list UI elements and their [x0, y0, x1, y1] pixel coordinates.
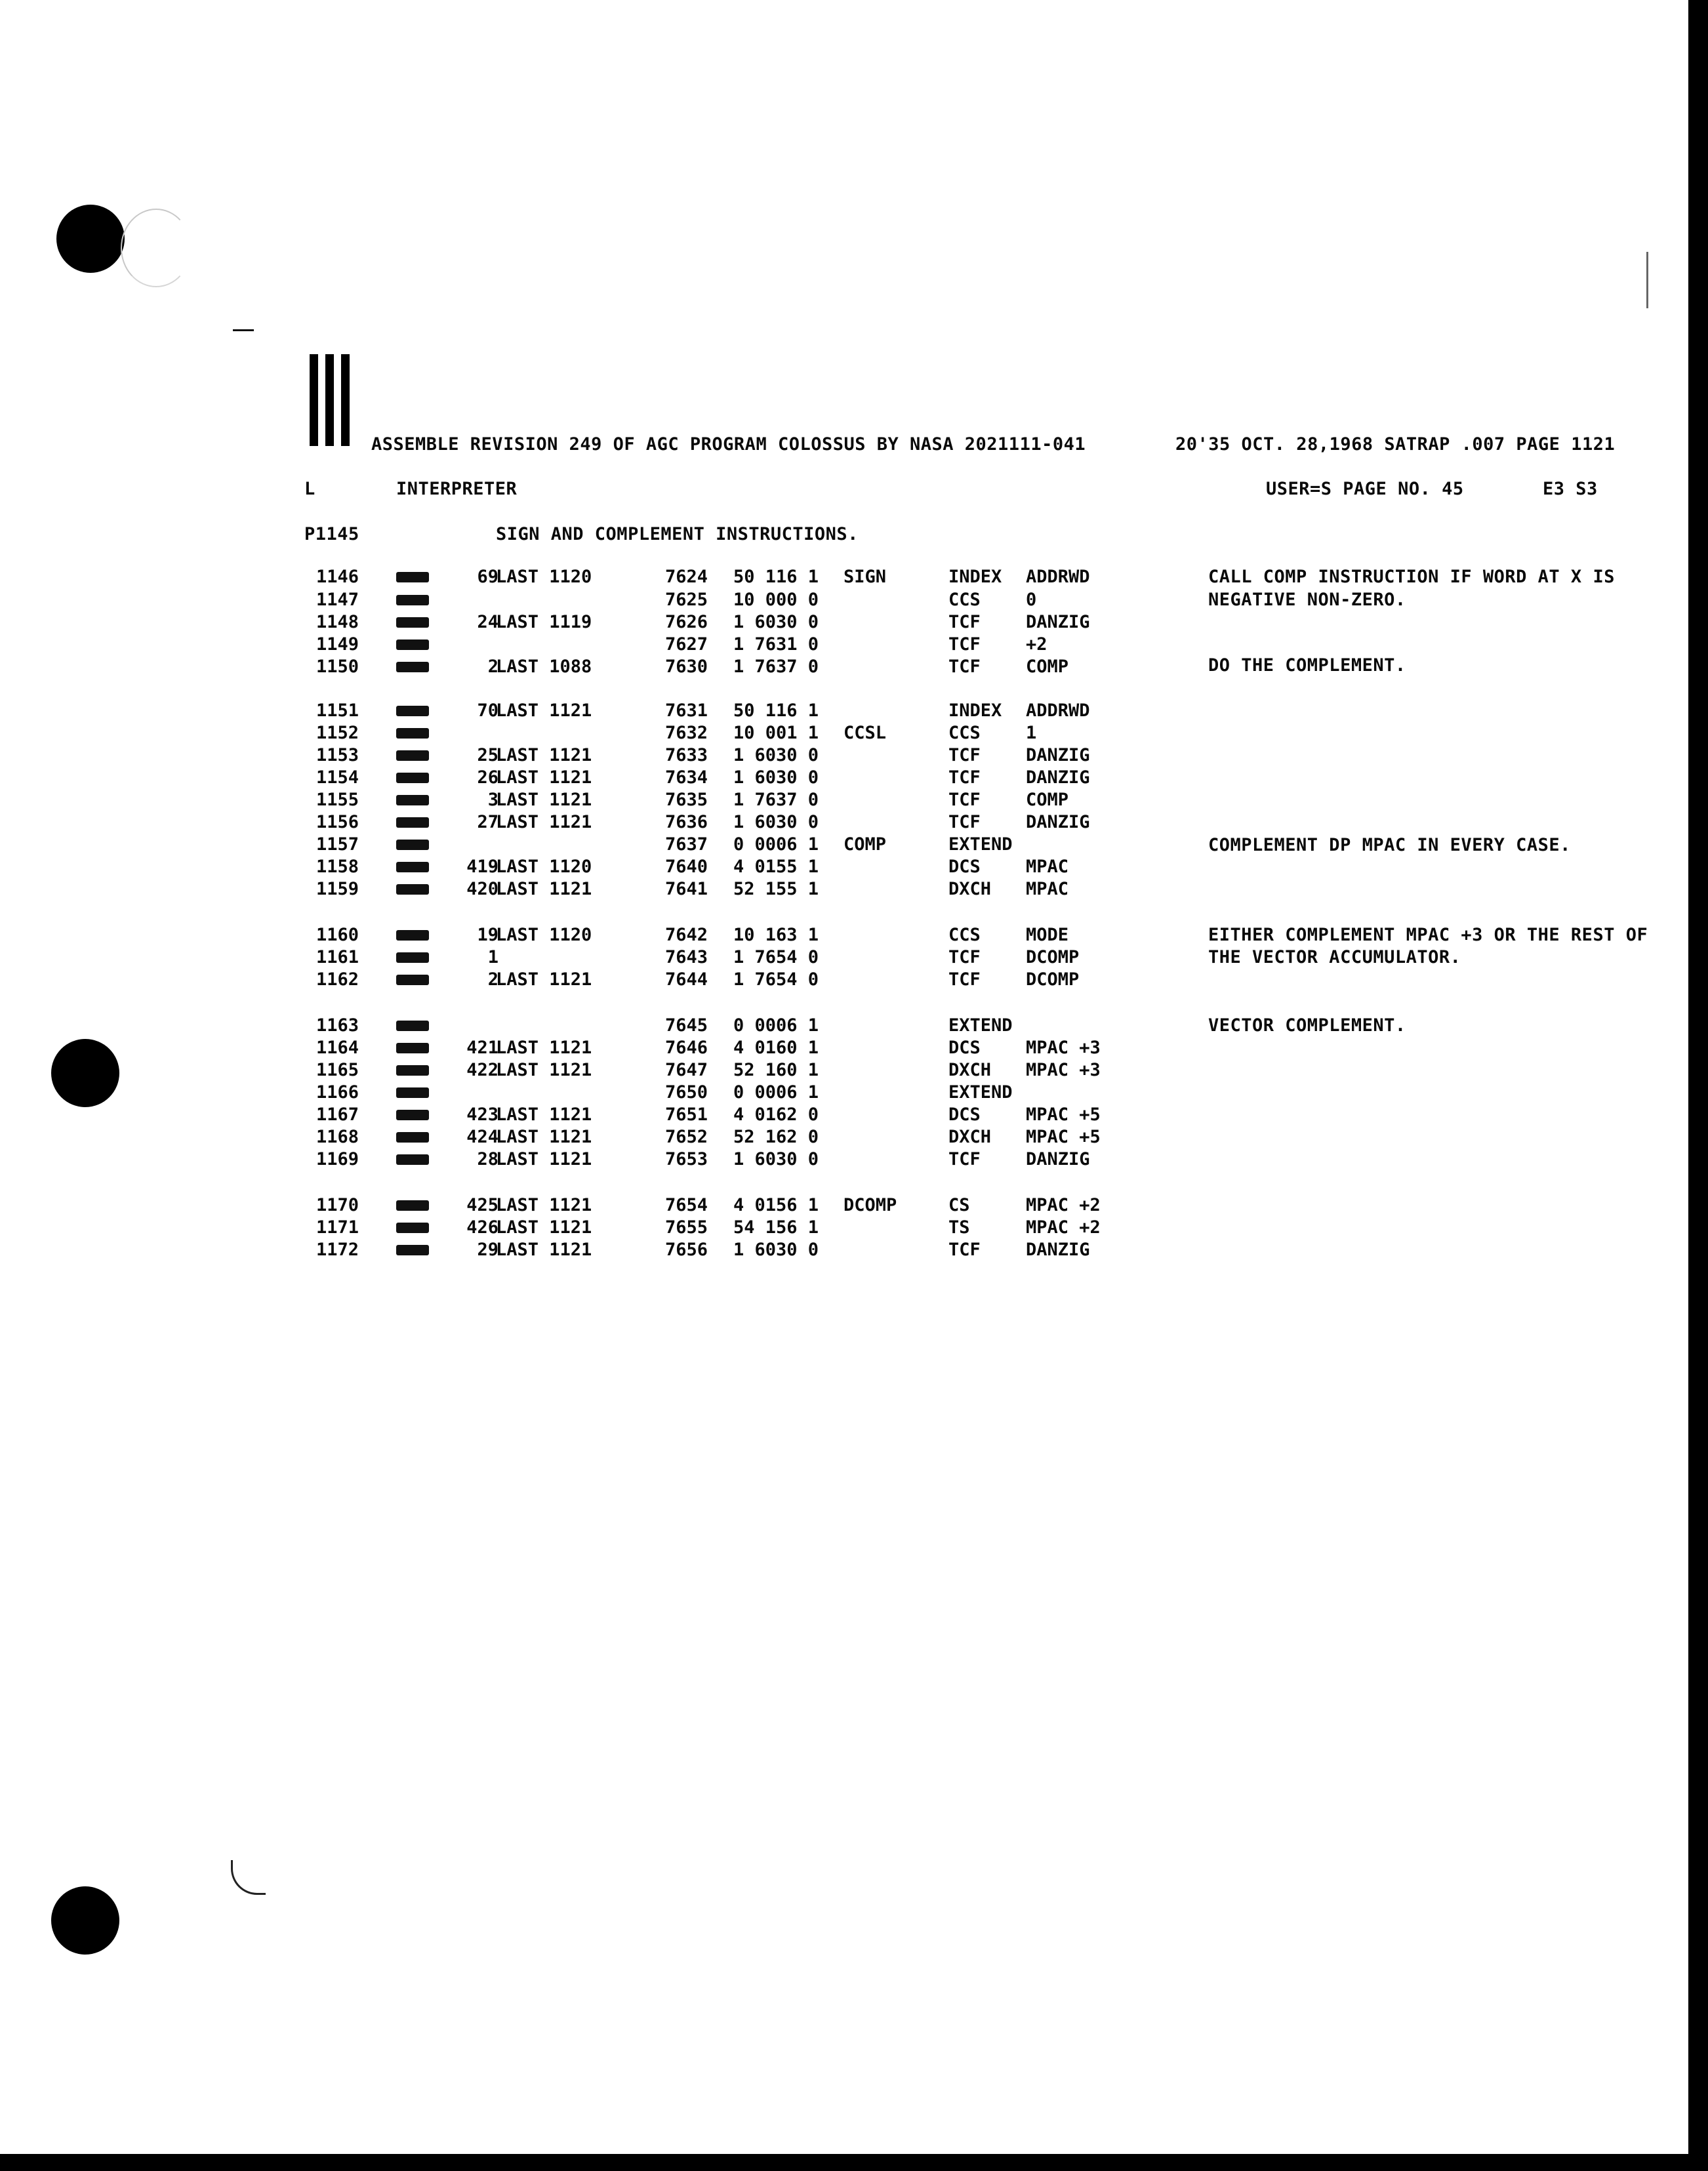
line-number: 1148: [316, 612, 359, 632]
address: 7652: [665, 1127, 708, 1147]
bank-code: E3 S3: [1543, 479, 1598, 499]
line-number: 1162: [316, 969, 359, 990]
redacted-ref-marker: [396, 1223, 429, 1233]
opcode: TS: [948, 1217, 970, 1238]
symbol-label: COMP: [844, 834, 887, 855]
opcode: TCF: [948, 612, 981, 632]
stray-mark: [1646, 252, 1648, 308]
line-number: 1147: [316, 590, 359, 610]
octal-word: 1 6030 0: [733, 612, 819, 632]
redacted-ref-marker: [396, 795, 429, 805]
redacted-ref-marker: [396, 1110, 429, 1120]
ref-count: 420: [466, 879, 498, 899]
symbol-label: CCSL: [844, 723, 887, 743]
address: 7624: [665, 567, 708, 587]
line-number: 1168: [316, 1127, 359, 1147]
section-name: INTERPRETER: [396, 479, 518, 499]
operand: DANZIG: [1026, 745, 1090, 765]
line-number: 1146: [316, 567, 359, 587]
punch-hole-top: [56, 205, 125, 273]
last-ref: LAST 1121: [496, 812, 592, 832]
address: 7632: [665, 723, 708, 743]
last-ref: LAST 1121: [496, 879, 592, 899]
line-number: 1169: [316, 1149, 359, 1169]
octal-word: 10 163 1: [733, 925, 819, 945]
octal-word: 52 155 1: [733, 879, 819, 899]
opcode: CCS: [948, 590, 981, 610]
line-number: 1160: [316, 925, 359, 945]
redacted-ref-marker: [396, 595, 429, 605]
line-number: 1170: [316, 1195, 359, 1215]
redacted-ref-marker: [396, 1200, 429, 1211]
opcode: TCF: [948, 812, 981, 832]
address: 7635: [665, 790, 708, 810]
octal-word: 1 6030 0: [733, 745, 819, 765]
last-ref: LAST 1121: [496, 1195, 592, 1215]
symbol-label: DCOMP: [844, 1195, 897, 1215]
redacted-ref-marker: [396, 884, 429, 895]
last-ref: LAST 1121: [496, 790, 592, 810]
page-ref: P1145: [304, 524, 359, 544]
operand: 1: [1026, 723, 1037, 743]
opcode: DCS: [948, 857, 981, 877]
redacted-ref-marker: [396, 862, 429, 872]
opcode: TCF: [948, 947, 981, 967]
comment-1163: VECTOR COMPLEMENT.: [1208, 1015, 1406, 1036]
octal-word: 52 162 0: [733, 1127, 819, 1147]
address: 7650: [665, 1082, 708, 1103]
scan-edge-right: [1688, 0, 1708, 2171]
address: 7644: [665, 969, 708, 990]
comment-1147: NEGATIVE NON-ZERO.: [1208, 590, 1406, 610]
ref-count: 26: [477, 767, 498, 788]
octal-word: 0 0006 1: [733, 1082, 819, 1103]
redacted-ref-marker: [396, 728, 429, 739]
binder-bars-graphic: [310, 354, 350, 446]
address: 7640: [665, 857, 708, 877]
operand: 0: [1026, 590, 1037, 610]
operand: DANZIG: [1026, 812, 1090, 832]
address: 7641: [665, 879, 708, 899]
octal-word: 1 7654 0: [733, 947, 819, 967]
header-title: ASSEMBLE REVISION 249 OF AGC PROGRAM COLOSSUS BY NASA 2021111-041: [371, 434, 1086, 455]
last-ref: LAST 1121: [496, 1127, 592, 1147]
ref-count: 424: [466, 1127, 498, 1147]
address: 7637: [665, 834, 708, 855]
operand: DANZIG: [1026, 767, 1090, 788]
opcode: TCF: [948, 634, 981, 655]
stray-mark: [231, 1860, 266, 1895]
octal-word: 1 6030 0: [733, 767, 819, 788]
operand: MPAC +5: [1026, 1127, 1101, 1147]
address: 7643: [665, 947, 708, 967]
ref-count: 70: [477, 700, 498, 721]
ref-count: 19: [477, 925, 498, 945]
operand: DCOMP: [1026, 947, 1080, 967]
operand: MPAC: [1026, 857, 1069, 877]
opcode: DCS: [948, 1038, 981, 1058]
operand: MPAC +5: [1026, 1105, 1101, 1125]
opcode: INDEX: [948, 567, 1002, 587]
comment-1146: CALL COMP INSTRUCTION IF WORD AT X IS: [1208, 567, 1615, 587]
redacted-ref-marker: [396, 930, 429, 941]
last-ref: LAST 1121: [496, 1105, 592, 1125]
address: 7634: [665, 767, 708, 788]
address: 7642: [665, 925, 708, 945]
last-ref: LAST 1119: [496, 612, 592, 632]
ref-count: 27: [477, 812, 498, 832]
ref-count: 422: [466, 1060, 498, 1080]
address: 7631: [665, 700, 708, 721]
address: 7633: [665, 745, 708, 765]
last-ref: LAST 1121: [496, 700, 592, 721]
opcode: CCS: [948, 723, 981, 743]
redacted-ref-marker: [396, 1065, 429, 1076]
operand: MPAC +2: [1026, 1217, 1101, 1238]
punch-hole-outline: [121, 209, 192, 287]
octal-word: 1 7637 0: [733, 790, 819, 810]
listing-type: L: [304, 479, 315, 499]
redacted-ref-marker: [396, 572, 429, 582]
octal-word: 4 0155 1: [733, 857, 819, 877]
octal-word: 4 0162 0: [733, 1105, 819, 1125]
address: 7655: [665, 1217, 708, 1238]
opcode: DCS: [948, 1105, 981, 1125]
redacted-ref-marker: [396, 1021, 429, 1031]
symbol-label: SIGN: [844, 567, 887, 587]
operand: +2: [1026, 634, 1047, 655]
operand: ADDRWD: [1026, 567, 1090, 587]
user-page-number: USER=S PAGE NO. 45: [1266, 479, 1464, 499]
last-ref: LAST 1121: [496, 1038, 592, 1058]
ref-count: 2: [487, 969, 498, 990]
line-number: 1156: [316, 812, 359, 832]
comment-1157: COMPLEMENT DP MPAC IN EVERY CASE.: [1208, 835, 1571, 855]
redacted-ref-marker: [396, 639, 429, 650]
line-number: 1152: [316, 723, 359, 743]
last-ref: LAST 1121: [496, 1060, 592, 1080]
header-timestamp: 20'35 OCT. 28,1968 SATRAP .007 PAGE 1121: [1175, 434, 1616, 455]
opcode: TCF: [948, 1240, 981, 1260]
ref-count: 423: [466, 1105, 498, 1125]
opcode: TCF: [948, 1149, 981, 1169]
stray-mark: [233, 329, 254, 331]
opcode: TCF: [948, 969, 981, 990]
ref-count: 2: [487, 657, 498, 677]
operand: DANZIG: [1026, 612, 1090, 632]
octal-word: 1 7631 0: [733, 634, 819, 655]
address: 7636: [665, 812, 708, 832]
octal-word: 54 156 1: [733, 1217, 819, 1238]
redacted-ref-marker: [396, 706, 429, 716]
redacted-ref-marker: [396, 773, 429, 783]
address: 7645: [665, 1015, 708, 1036]
ref-count: 419: [466, 857, 498, 877]
redacted-ref-marker: [396, 662, 429, 672]
punch-hole-middle: [51, 1039, 119, 1107]
redacted-ref-marker: [396, 840, 429, 850]
last-ref: LAST 1121: [496, 1149, 592, 1169]
line-number: 1167: [316, 1105, 359, 1125]
last-ref: LAST 1120: [496, 925, 592, 945]
opcode: TCF: [948, 657, 981, 677]
ref-count: 28: [477, 1149, 498, 1169]
line-number: 1165: [316, 1060, 359, 1080]
octal-word: 4 0156 1: [733, 1195, 819, 1215]
ref-count: 24: [477, 612, 498, 632]
opcode: INDEX: [948, 700, 1002, 721]
redacted-ref-marker: [396, 1132, 429, 1143]
octal-word: 1 7654 0: [733, 969, 819, 990]
octal-word: 50 116 1: [733, 567, 819, 587]
line-number: 1158: [316, 857, 359, 877]
address: 7654: [665, 1195, 708, 1215]
ref-count: 426: [466, 1217, 498, 1238]
operand: MPAC: [1026, 879, 1069, 899]
comment-1150: DO THE COMPLEMENT.: [1208, 655, 1406, 676]
octal-word: 0 0006 1: [733, 834, 819, 855]
ref-count: 69: [477, 567, 498, 587]
line-number: 1153: [316, 745, 359, 765]
opcode: DXCH: [948, 1127, 992, 1147]
section-title: SIGN AND COMPLEMENT INSTRUCTIONS.: [496, 524, 859, 544]
opcode: TCF: [948, 745, 981, 765]
line-number: 1163: [316, 1015, 359, 1036]
address: 7653: [665, 1149, 708, 1169]
redacted-ref-marker: [396, 1087, 429, 1098]
opcode: CS: [948, 1195, 970, 1215]
last-ref: LAST 1120: [496, 857, 592, 877]
opcode: EXTEND: [948, 1082, 1013, 1103]
address: 7646: [665, 1038, 708, 1058]
operand: MPAC +3: [1026, 1060, 1101, 1080]
punch-hole-bottom: [51, 1886, 119, 1955]
octal-word: 1 6030 0: [733, 1149, 819, 1169]
redacted-ref-marker: [396, 1154, 429, 1165]
comment-1161: THE VECTOR ACCUMULATOR.: [1208, 947, 1461, 967]
opcode: TCF: [948, 790, 981, 810]
ref-count: 421: [466, 1038, 498, 1058]
operand: COMP: [1026, 790, 1069, 810]
comment-1160: EITHER COMPLEMENT MPAC +3 OR THE REST OF: [1208, 925, 1648, 945]
line-number: 1164: [316, 1038, 359, 1058]
address: 7651: [665, 1105, 708, 1125]
octal-word: 0 0006 1: [733, 1015, 819, 1036]
operand: DANZIG: [1026, 1240, 1090, 1260]
line-number: 1154: [316, 767, 359, 788]
address: 7630: [665, 657, 708, 677]
redacted-ref-marker: [396, 952, 429, 963]
line-number: 1172: [316, 1240, 359, 1260]
last-ref: LAST 1121: [496, 1217, 592, 1238]
operand: MPAC +2: [1026, 1195, 1101, 1215]
line-number: 1155: [316, 790, 359, 810]
line-number: 1149: [316, 634, 359, 655]
address: 7647: [665, 1060, 708, 1080]
redacted-ref-marker: [396, 750, 429, 761]
line-number: 1150: [316, 657, 359, 677]
address: 7626: [665, 612, 708, 632]
redacted-ref-marker: [396, 1245, 429, 1255]
operand: COMP: [1026, 657, 1069, 677]
opcode: TCF: [948, 767, 981, 788]
address: 7627: [665, 634, 708, 655]
line-number: 1151: [316, 700, 359, 721]
line-number: 1157: [316, 834, 359, 855]
last-ref: LAST 1121: [496, 969, 592, 990]
address: 7625: [665, 590, 708, 610]
operand: MODE: [1026, 925, 1069, 945]
line-number: 1166: [316, 1082, 359, 1103]
redacted-ref-marker: [396, 817, 429, 828]
line-number: 1171: [316, 1217, 359, 1238]
opcode: DXCH: [948, 879, 992, 899]
address: 7656: [665, 1240, 708, 1260]
operand: DANZIG: [1026, 1149, 1090, 1169]
operand: ADDRWD: [1026, 700, 1090, 721]
opcode: EXTEND: [948, 1015, 1013, 1036]
redacted-ref-marker: [396, 975, 429, 985]
line-number: 1159: [316, 879, 359, 899]
last-ref: LAST 1121: [496, 745, 592, 765]
octal-word: 10 001 1: [733, 723, 819, 743]
redacted-ref-marker: [396, 617, 429, 628]
opcode: CCS: [948, 925, 981, 945]
octal-word: 10 000 0: [733, 590, 819, 610]
scan-edge-bottom: [0, 2154, 1708, 2171]
line-number: 1161: [316, 947, 359, 967]
last-ref: LAST 1121: [496, 1240, 592, 1260]
last-ref: LAST 1088: [496, 657, 592, 677]
octal-word: 4 0160 1: [733, 1038, 819, 1058]
last-ref: LAST 1120: [496, 567, 592, 587]
octal-word: 1 7637 0: [733, 657, 819, 677]
ref-count: 25: [477, 745, 498, 765]
operand: MPAC +3: [1026, 1038, 1101, 1058]
octal-word: 1 6030 0: [733, 1240, 819, 1260]
opcode: DXCH: [948, 1060, 992, 1080]
redacted-ref-marker: [396, 1043, 429, 1053]
operand: DCOMP: [1026, 969, 1080, 990]
octal-word: 52 160 1: [733, 1060, 819, 1080]
last-ref: LAST 1121: [496, 767, 592, 788]
ref-count: 425: [466, 1195, 498, 1215]
ref-count: 29: [477, 1240, 498, 1260]
octal-word: 50 116 1: [733, 700, 819, 721]
ref-count: 1: [487, 947, 498, 967]
ref-count: 3: [487, 790, 498, 810]
opcode: EXTEND: [948, 834, 1013, 855]
octal-word: 1 6030 0: [733, 812, 819, 832]
